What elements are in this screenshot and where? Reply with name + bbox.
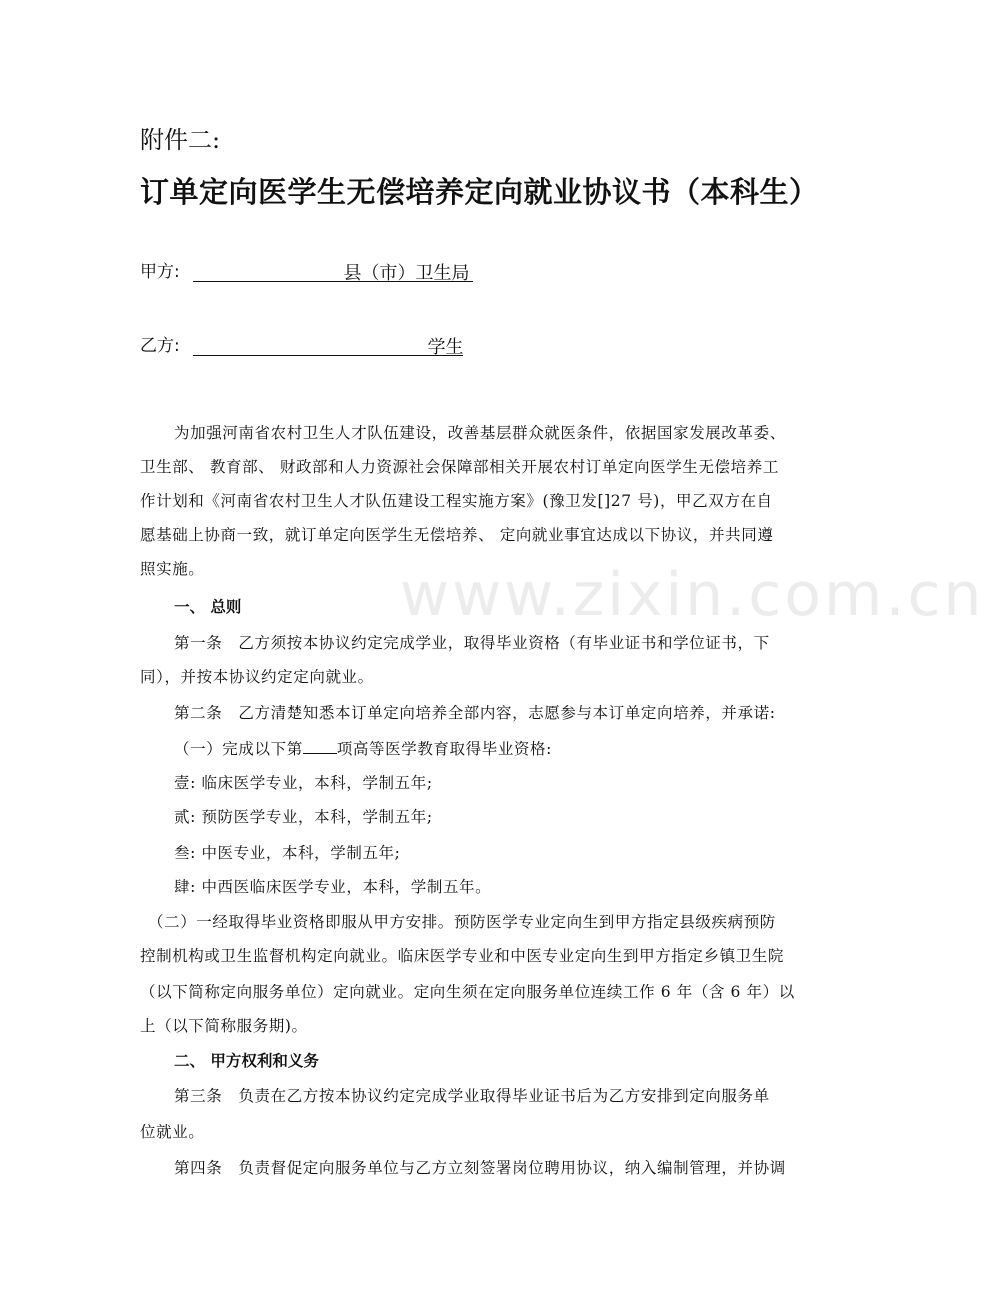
party-b-value: 学生 [427,333,463,356]
section-heading-party-a-rights: 二、 甲方权利和义务 [174,1052,319,1070]
article-1-line: 第一条 乙方须按本协议约定完成学业，取得毕业资格（有毕业证书和学位证书，下 [174,634,770,652]
party-a-line [140,257,473,282]
option-item: 叁: 中医专业，本科，学制五年; [174,844,401,862]
article-3-line: 第三条 负责在乙方按本协议约定完成学业取得毕业证书后为乙方安排到定向服务单 [174,1087,770,1105]
party-a-label: 甲方: [140,262,180,282]
item-2-line: 控制机构或卫生监督机构定向就业。临床医学专业和中医专业定向生到甲方指定乡镇卫生院 [140,947,785,965]
intro-line: 愿基础上协商一致，就订单定向医学生无偿培养、 定向就业事宜达成以下协议，并共同遵 [140,526,774,544]
article-3-line: 位就业。 [140,1123,205,1141]
article-2: 第二条 乙方清楚知悉本订单定向培养全部内容，志愿参与本订单定向培养，并承诺: [174,704,776,722]
item-2-line: （二）一经取得毕业资格即服从甲方安排。预防医学专业定向生到甲方指定县级疾病预防 [148,913,776,931]
party-b-label: 乙方: [140,336,180,356]
option-item: 贰: 预防医学专业，本科，学制五年; [174,808,433,826]
item-1-blank [303,739,337,754]
item-2-line: 上（以下简称服务期)。 [140,1017,308,1035]
section-heading-general: 一、 总则 [174,598,242,616]
watermark-text: www.zixin.com.cn [400,560,984,630]
intro-line: 为加强河南省农村卫生人才队伍建设，改善基层群众就医条件，依据国家发展改革委、 [174,424,786,442]
party-b-line [140,331,463,356]
item-1-line [174,737,552,759]
party-a-blank [193,259,343,282]
article-4: 第四条 负责督促定向服务单位与乙方立刻签署岗位聘用协议，纳入编制管理，并协调 [174,1159,786,1177]
party-a-value: 县（市）卫生局 [343,259,473,282]
option-item: 肆: 中西医临床医学专业，本科，学制五年。 [174,878,492,896]
item-1-prefix: （一）完成以下第 [174,740,303,758]
intro-line: 作计划和《河南省农村卫生人才队伍建设工程实施方案》(豫卫发[]27 号)，甲乙双方在自 [140,492,773,510]
intro-line: 照实施。 [140,560,205,578]
item-1-suffix: 项高等医学教育取得毕业资格: [336,740,552,758]
item-2-line: （以下简称定向服务单位）定向就业。定向生须在定向服务单位连续工作 6 年（含 6 年）以 [140,983,795,1001]
intro-line: 卫生部、 教育部、 财政部和人力资源社会保障部相关开展农村订单定向医学生无偿培养工 [140,458,779,476]
attachment-label: 附件二: [140,126,221,154]
document-title: 订单定向医学生无偿培养定向就业协议书（本科生） [140,175,819,209]
option-item: 壹: 临床医学专业，本科，学制五年; [174,774,433,792]
article-1-line: 同），并按本协议约定定向就业。 [140,668,374,686]
party-b-blank [193,333,427,356]
